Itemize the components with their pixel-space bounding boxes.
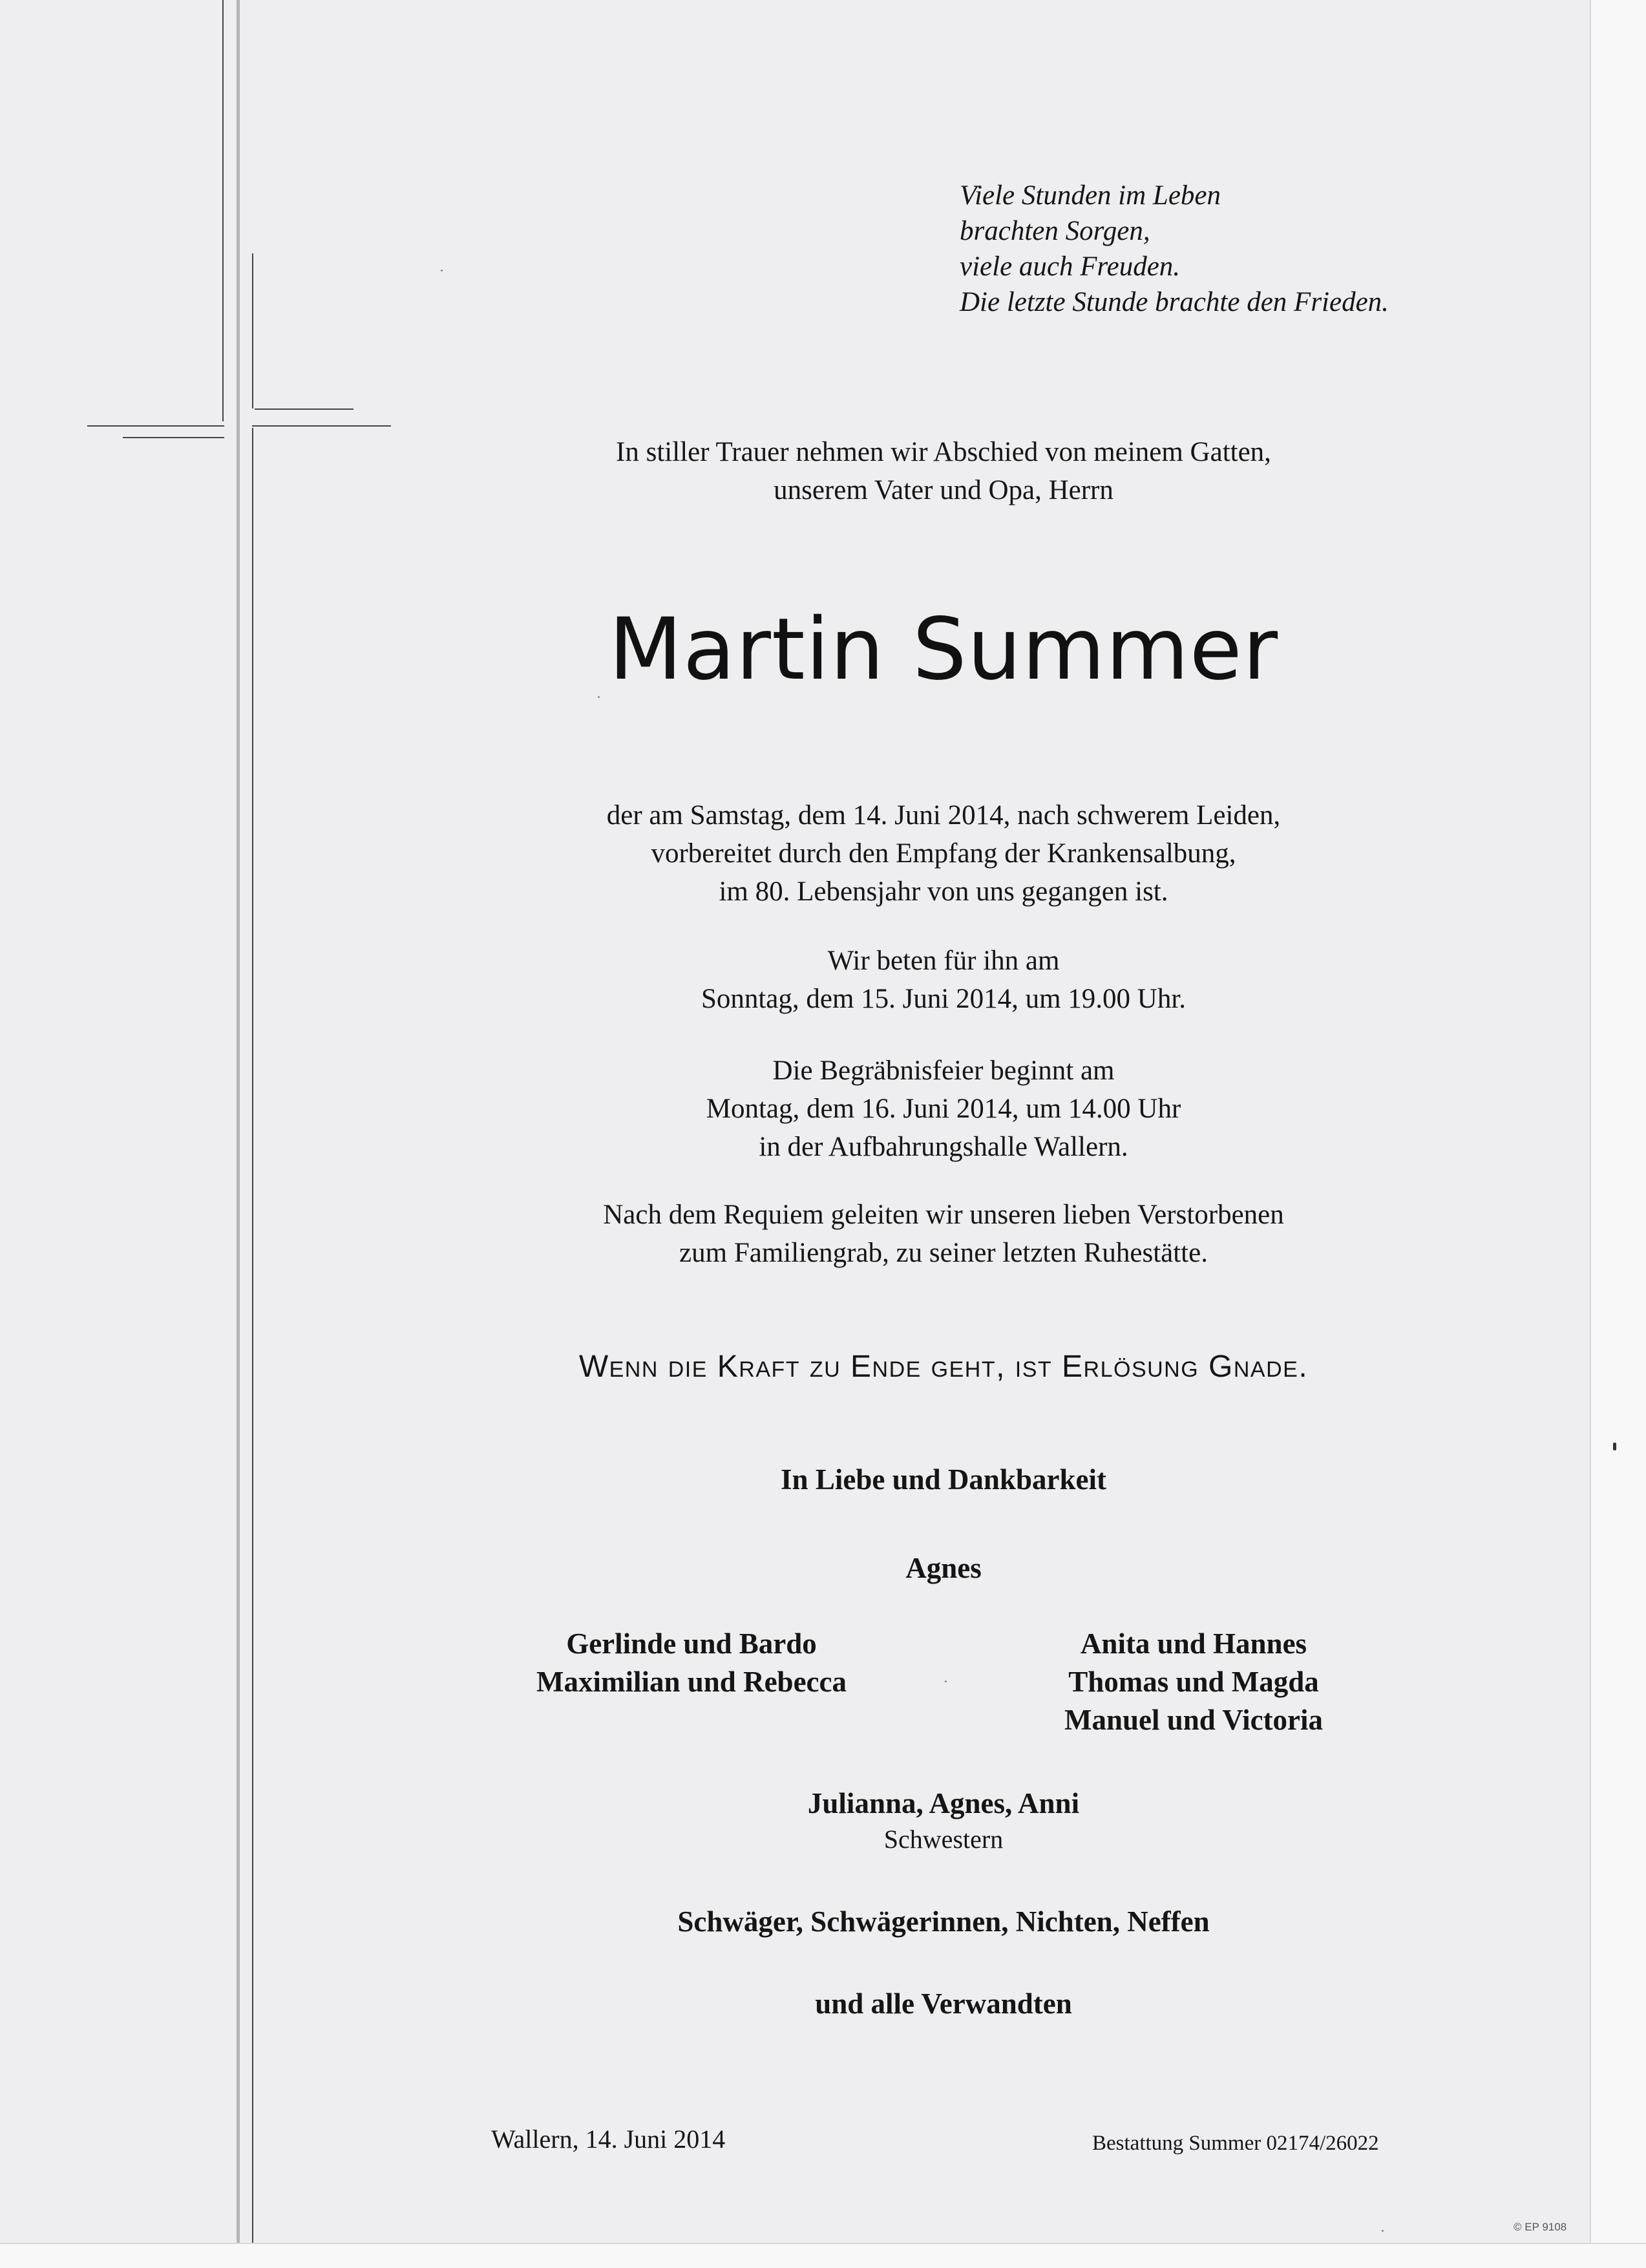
intro-line: In stiller Trauer nehmen wir Abschied von meinem Gatten, [616, 437, 1271, 467]
motto-line: Viele Stunden im Leben [960, 180, 1221, 211]
spouse-name: Agnes [905, 1552, 982, 1584]
scan-speck [598, 696, 600, 698]
motto-line: viele auch Freuden. [960, 251, 1181, 282]
undertaker: Bestattung Summer 02174/26022 [1092, 2132, 1379, 2155]
saying: Wenn die Kraft zu Ende geht, ist Erlösung Gnade. [578, 1350, 1309, 1384]
prayer-notice [504, 942, 1383, 1018]
motto-line: Die letzte Stunde brachte den Frieden. [960, 287, 1389, 317]
inlaws-line: Schwäger, Schwägerinnen, Nichten, Neffen [677, 1905, 1210, 1938]
death-line: der am Samstag, dem 14. Juni 2014, nach schwerem Leiden, [606, 800, 1281, 831]
scan-speck [945, 1680, 947, 1682]
children-left [446, 1625, 937, 1701]
funeral-notice [504, 1052, 1383, 1166]
motto-verse [960, 178, 1389, 320]
place-date: Wallern, 14. Juni 2014 [491, 2125, 726, 2154]
intro-text [504, 433, 1383, 509]
death-notice [504, 796, 1383, 911]
requiem-line: zum Familiengrab, zu seiner letzten Ruhestätte. [679, 1238, 1208, 1268]
requiem-notice [504, 1196, 1383, 1272]
funeral-line: Die Begräbnisfeier beginnt am [772, 1055, 1115, 1086]
family-line: Gerlinde und Bardo [566, 1627, 817, 1660]
print-code: © EP 9108 [1514, 2221, 1567, 2233]
family-line: Manuel und Victoria [1064, 1704, 1324, 1736]
sisters-names: Julianna, Agnes, Anni [807, 1787, 1080, 1819]
death-line: vorbereitet durch den Empfang der Krankensalbung, [651, 838, 1236, 869]
prayer-line: Wir beten für ihn am [827, 946, 1060, 976]
relatives-line: und alle Verwandten [815, 1987, 1072, 2020]
funeral-line: in der Aufbahrungshalle Wallern. [759, 1132, 1128, 1162]
scan-speck [1382, 2230, 1384, 2232]
motto-line: brachten Sorgen, [960, 216, 1150, 246]
family-line: Thomas und Magda [1068, 1666, 1319, 1698]
intro-line: unserem Vater und Opa, Herrn [774, 475, 1113, 505]
scan-mark [1613, 1443, 1616, 1450]
scan-edge-bottom [0, 2243, 1646, 2268]
prayer-line: Sonntag, dem 15. Juni 2014, um 19.00 Uhr. [701, 984, 1187, 1014]
requiem-line: Nach dem Requiem geleiten wir unseren lieben Verstorbenen [603, 1200, 1284, 1230]
family-line: Maximilian und Rebecca [536, 1666, 847, 1698]
funeral-line: Montag, dem 16. Juni 2014, um 14.00 Uhr [706, 1094, 1181, 1124]
mourners-heading: In Liebe und Dankbarkeit [781, 1463, 1106, 1496]
deceased-name: Martin Summer [608, 600, 1279, 699]
children-right [948, 1625, 1439, 1739]
family-line: Anita und Hannes [1080, 1627, 1307, 1660]
death-line: im 80. Lebensjahr von uns gegangen ist. [719, 876, 1168, 907]
sisters-label: Schwestern [883, 1825, 1004, 1854]
scan-speck [441, 270, 443, 271]
scan-edge-right [1590, 0, 1646, 2267]
